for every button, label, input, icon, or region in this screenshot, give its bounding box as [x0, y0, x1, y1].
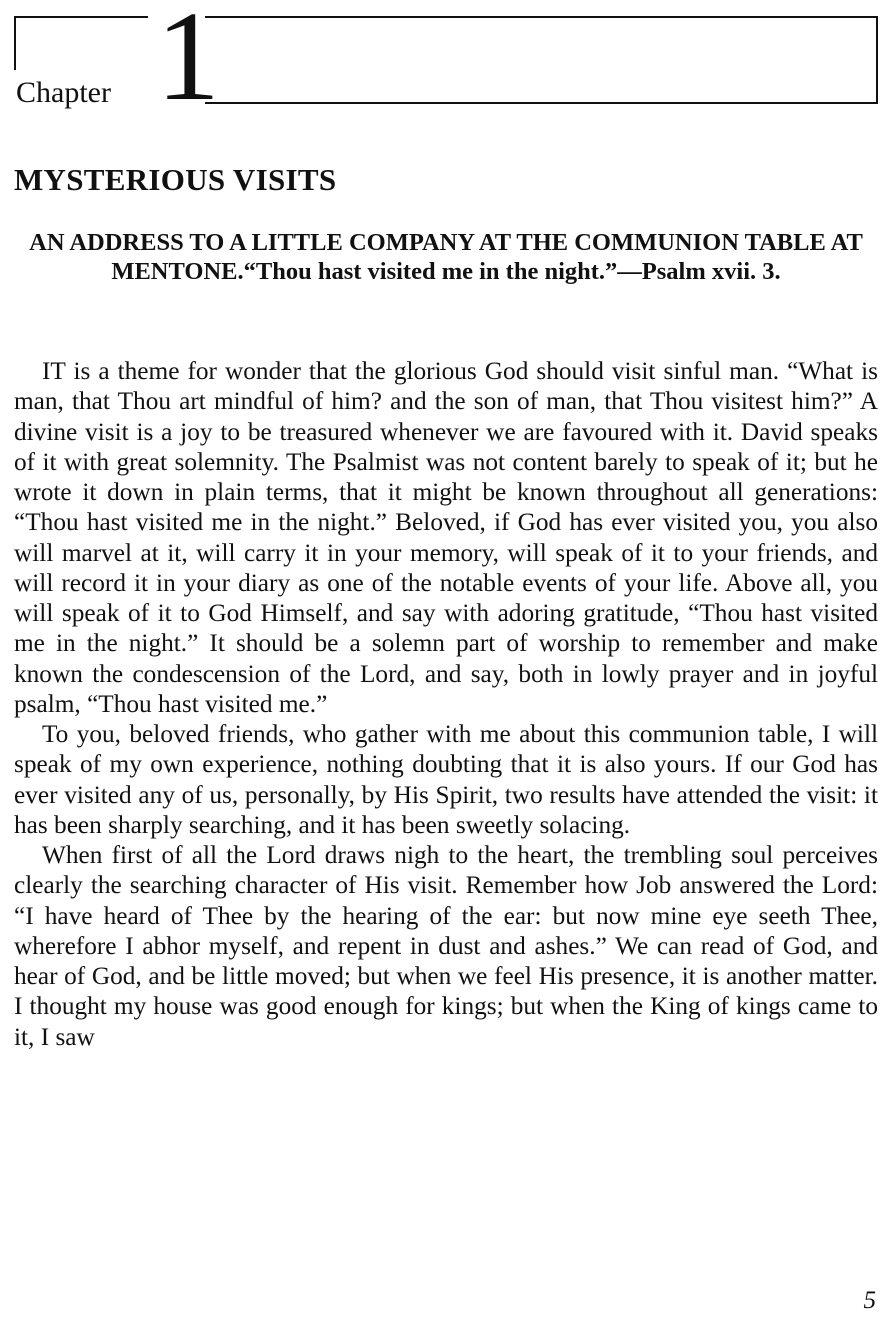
body-text: [14, 356, 878, 1052]
epigraph: AN ADDRESS TO A LITTLE COMPANY AT THE COMMUNION TABLE AT MENTONE.“Thou hast visited me in the night.”—Psalm xvii. 3.: [29, 229, 863, 285]
chapter-header: [14, 0, 878, 127]
paragraph: To you, beloved friends, who gather with me about this communion table, I will speak of my own experience, nothing doubting that it is also yours. If our God has ever visited any of us, personally, by His Spirit, two results have attended the visit: it has been sharply searching, and it has been sweetly solacing.: [14, 720, 878, 839]
paragraph: IT is a theme for wonder that the glorious God should visit sinful man. “What is man, that Thou art mindful of him? and the son of man, that Thou visitest him?” A divine visit is a joy to be treasured whenever we are favoured with it. David speaks of it with great solemnity. The Psalmist was not content barely to speak of it; but he wrote it down in plain terms, that it might be known throughout all generations: “Thou hast visited me in the night.” Beloved, if God has ever visited you, you also will marvel at it, will carry it in your memory, will speak of it to your friends, and will record it in your diary as one of the notable events of your life. Above all, you will speak of it to God Himself, and say with adoring gratitude, “Thou hast visited me in the night.” It should be a solemn part of worship to remember and make known the condescension of the Lord, and say, both in lowly prayer and in joyful psalm, “Thou hast visited me.”: [14, 357, 878, 718]
header-frame-right: [205, 16, 878, 104]
chapter-number: 1: [156, 0, 220, 127]
header-frame-left: [14, 16, 148, 70]
paragraph: When first of all the Lord draws nigh to the heart, the trembling soul perceives clearly the searching character of His visit. Remember how Job answered the Lord: “I have heard of Thee by the hearing of the ear: but now mine eye seeth Thee, wherefore I abhor myself, and repent in dust and ashes.” We can read of God, and hear of God, and be little moved; but when we feel His presence, it is another matter. I thought my house was good enough for kings; but when the King of kings came to it, I saw: [14, 841, 878, 1051]
chapter-title: MYSTERIOUS VISITS: [14, 162, 337, 197]
page-number: 5: [863, 1287, 876, 1314]
chapter-label: Chapter: [16, 76, 111, 109]
